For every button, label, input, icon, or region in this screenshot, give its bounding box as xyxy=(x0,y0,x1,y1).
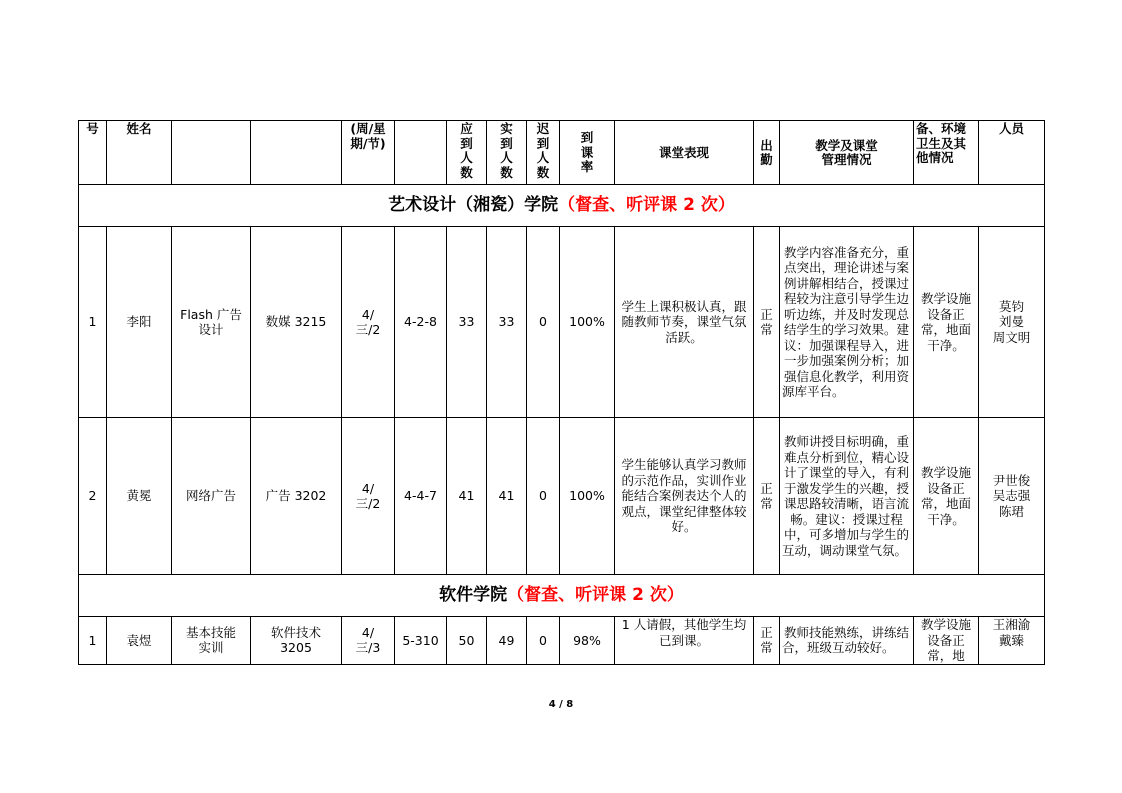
cell-performance: 1 人请假，其他学生均已到课。 xyxy=(615,617,754,665)
cell-room: 4-4-7 xyxy=(395,418,447,575)
cell-no: 2 xyxy=(79,418,107,575)
cell-course: 基本技能实训 xyxy=(172,617,251,665)
header-management: 教学及课堂管理情况 xyxy=(780,121,914,185)
cell-inspectors xyxy=(979,418,1045,575)
table-row xyxy=(79,418,1045,575)
cell-course: Flash 广告设计 xyxy=(172,227,251,418)
cell-no: 1 xyxy=(79,617,107,665)
inspector-name: 周文明 xyxy=(992,329,1031,345)
cell-name: 袁煜 xyxy=(107,617,172,665)
cell-class: 广告 3202 xyxy=(251,418,342,575)
cell-attendance: 正常 xyxy=(754,617,780,665)
cell-management: 教师技能熟练，讲练结合，班级互动较好。 xyxy=(780,617,914,665)
cell-attendance: 正常 xyxy=(754,418,780,575)
header-environment: 备、环境卫生及其他情况 xyxy=(914,121,979,185)
cell-rate: 98% xyxy=(560,617,615,665)
header-performance: 课堂表现 xyxy=(615,121,754,185)
section-header-art xyxy=(79,185,1045,227)
cell-performance: 学生能够认真学习教师的示范作品，实训作业能结合案例表达个人的观点，课堂纪律整体较好。 xyxy=(615,418,754,575)
cell-actual: 49 xyxy=(487,617,527,665)
inspector-name: 莫钧 xyxy=(998,298,1024,314)
cell-late: 0 xyxy=(527,418,560,575)
header-actual: 实到人数 xyxy=(487,121,527,185)
cell-expected: 50 xyxy=(447,617,487,665)
table-row xyxy=(79,227,1045,418)
cell-management: 教学内容准备充分，重点突出，理论讲述与案例讲解相结合，授课过程较为注意引导学生边听边练，并及时发现总结学生的学习效果。建议：加强课程导入，进一步加强案例分析；加强信息化教学，利用资源库平台。 xyxy=(780,227,914,418)
inspector-name: 王湘渝 xyxy=(992,617,1031,632)
inspector-name: 刘曼 xyxy=(998,314,1024,330)
cell-room: 4-2-8 xyxy=(395,227,447,418)
cell-class: 软件技术 3205 xyxy=(251,617,342,665)
cell-expected: 41 xyxy=(447,418,487,575)
cell-actual: 41 xyxy=(487,418,527,575)
cell-class: 数媒 3215 xyxy=(251,227,342,418)
header-course xyxy=(172,121,251,185)
cell-actual: 33 xyxy=(487,227,527,418)
cell-late: 0 xyxy=(527,227,560,418)
cell-environment: 教学设施设备正常，地 xyxy=(914,617,979,665)
cell-attendance: 正常 xyxy=(754,227,780,418)
header-class xyxy=(251,121,342,185)
cell-time: 4/三/2 xyxy=(342,227,395,418)
cell-name: 黄冕 xyxy=(107,418,172,575)
cell-late: 0 xyxy=(527,617,560,665)
header-late: 迟到人数 xyxy=(527,121,560,185)
page-number: 4 / 8 xyxy=(548,699,574,710)
cell-room: 5-310 xyxy=(395,617,447,665)
inspector-name: 吴志强 xyxy=(992,488,1031,504)
header-name: 姓名 xyxy=(107,121,172,185)
section-title: 软件学院 xyxy=(439,584,508,605)
inspector-name: 戴臻 xyxy=(998,632,1024,648)
cell-performance: 学生上课积极认真，跟随教师节奏，课堂气氛活跃。 xyxy=(615,227,754,418)
header-row xyxy=(79,121,1045,185)
header-inspectors: 人员 xyxy=(979,121,1045,185)
cell-management: 教师讲授目标明确，重难点分析到位，精心设计了课堂的导入，有利于激发学生的兴趣，授课思路较清晰，语言流畅。建议：授课过程中，可多增加与学生的互动，调动课堂气氛。 xyxy=(780,418,914,575)
cell-course: 网络广告 xyxy=(172,418,251,575)
cell-time: 4/三/2 xyxy=(342,418,395,575)
cell-rate: 100% xyxy=(560,418,615,575)
cell-environment: 教学设施设备正常，地面干净。 xyxy=(914,418,979,575)
section-header-software xyxy=(79,575,1045,617)
cell-time: 4/三/3 xyxy=(342,617,395,665)
section-note: （督查、听评课 2 次） xyxy=(507,584,684,605)
header-expected: 应到人数 xyxy=(447,121,487,185)
inspector-name: 陈珺 xyxy=(998,503,1024,519)
header-no: 号 xyxy=(79,121,107,185)
table-row xyxy=(79,617,1045,665)
cell-no: 1 xyxy=(79,227,107,418)
cell-rate: 100% xyxy=(560,227,615,418)
header-rate: 到课率 xyxy=(560,121,615,185)
cell-expected: 33 xyxy=(447,227,487,418)
inspection-table xyxy=(78,120,1045,665)
header-time: (周/星期/节) xyxy=(342,121,395,185)
cell-inspectors xyxy=(979,227,1045,418)
cell-name: 李阳 xyxy=(107,227,172,418)
cell-environment: 教学设施设备正常，地面干净。 xyxy=(914,227,979,418)
header-attendance: 出勤 xyxy=(754,121,780,185)
inspector-name: 尹世俊 xyxy=(992,472,1031,488)
header-room xyxy=(395,121,447,185)
cell-inspectors xyxy=(979,617,1045,665)
section-title: 艺术设计（湘瓷）学院 xyxy=(388,194,559,215)
section-note: （督查、听评课 2 次） xyxy=(558,194,735,215)
